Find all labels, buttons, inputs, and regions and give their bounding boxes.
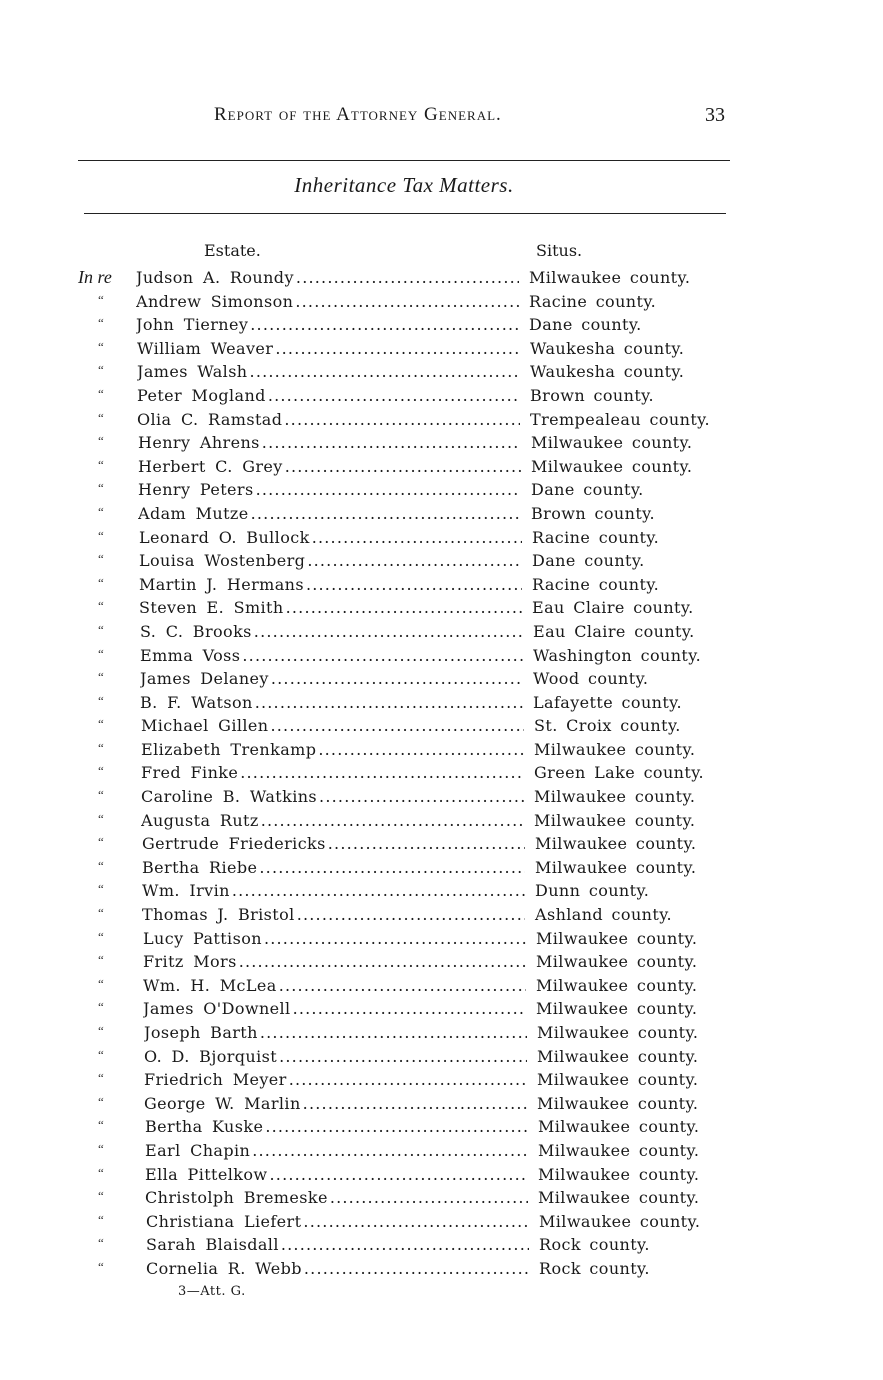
list-item <box>0 974 883 998</box>
ditto-mark: “ <box>98 787 104 803</box>
situs-value: Wood county. <box>533 669 649 689</box>
ditto-mark: “ <box>98 810 104 826</box>
dot-leader <box>330 1188 528 1207</box>
ditto-mark: “ <box>98 1140 104 1156</box>
dot-leader <box>240 763 524 782</box>
estate-leader <box>137 386 520 405</box>
ditto-mark: “ <box>98 315 104 331</box>
estate-leader <box>142 834 525 853</box>
list-item <box>0 856 883 880</box>
estate-leader <box>138 504 521 523</box>
ditto-mark: “ <box>98 905 104 921</box>
estate-leader <box>140 622 523 641</box>
ditto-mark: “ <box>98 503 104 519</box>
dot-leader <box>306 575 522 594</box>
estate-name: Martin J. Hermans <box>139 574 304 594</box>
estate-name: Thomas J. Bristol <box>142 905 295 925</box>
ditto-mark: “ <box>98 1211 104 1227</box>
estate-name: Adam Mutze <box>138 503 249 523</box>
estate-leader <box>137 410 520 429</box>
situs-value: Milwaukee county. <box>535 834 697 854</box>
list-item <box>0 1233 883 1257</box>
estate-name: Andrew Simonson <box>136 291 294 311</box>
situs-value: Rock county. <box>539 1235 650 1255</box>
dot-leader <box>312 528 522 547</box>
dot-leader <box>328 834 525 853</box>
dot-leader <box>295 292 519 311</box>
estate-name: Fritz Mors <box>143 952 237 972</box>
estate-leader <box>144 1070 527 1089</box>
estate-leader <box>138 457 521 476</box>
dot-leader <box>271 669 523 688</box>
ditto-mark: “ <box>98 338 104 354</box>
situs-value: Milwaukee county. <box>538 1188 700 1208</box>
estate-name: James O'Downell <box>143 999 291 1019</box>
list-item <box>0 950 883 974</box>
section-rule <box>84 213 726 214</box>
list-item <box>0 384 883 408</box>
situs-value: Milwaukee county. <box>536 928 698 948</box>
list-item <box>0 337 883 361</box>
ditto-mark: “ <box>98 857 104 873</box>
ditto-mark: “ <box>98 433 104 449</box>
list-item <box>0 927 883 951</box>
estate-leader <box>146 1235 529 1254</box>
estate-name: Bertha Kuske <box>145 1117 264 1137</box>
ditto-mark: “ <box>98 385 104 401</box>
estate-leader <box>141 787 524 806</box>
situs-value: Milwaukee county. <box>535 857 697 877</box>
situs-value: Green Lake county. <box>534 763 705 783</box>
estate-name: John Tierney <box>136 315 249 335</box>
list-item <box>0 620 883 644</box>
dot-leader <box>268 386 520 405</box>
situs-value: Milwaukee county. <box>537 1046 699 1066</box>
list-item <box>0 360 883 384</box>
estate-name: Lucy Pattison <box>143 928 262 948</box>
page-header <box>0 104 883 130</box>
estate-leader <box>139 551 522 570</box>
page-number: 33 <box>705 104 725 126</box>
situs-value: Milwaukee county. <box>531 456 693 476</box>
list-item <box>0 502 883 526</box>
estate-name: S. C. Brooks <box>140 621 252 641</box>
estate-name: Wm. Irvin <box>142 881 230 901</box>
situs-value: Milwaukee county. <box>536 952 698 972</box>
ditto-mark: “ <box>98 456 104 472</box>
estate-leader <box>136 268 519 287</box>
estate-name: Elizabeth Trenkamp <box>141 739 317 759</box>
estate-leader <box>143 999 526 1018</box>
situs-value: Milwaukee county. <box>536 999 698 1019</box>
estate-leader <box>145 1117 528 1136</box>
ditto-mark: “ <box>98 1188 104 1204</box>
estate-leader <box>137 362 520 381</box>
ditto-mark: “ <box>98 1235 104 1251</box>
situs-value: Milwaukee county. <box>537 1023 699 1042</box>
estate-name: James Delaney <box>140 669 269 689</box>
estate-leader <box>140 693 523 712</box>
dot-leader <box>296 268 519 287</box>
situs-value: Ashland county. <box>535 905 672 925</box>
dot-leader <box>232 881 525 900</box>
dot-leader <box>270 716 524 735</box>
situs-value: Milwaukee county. <box>534 739 696 759</box>
estate-leader <box>138 480 521 499</box>
ditto-mark: “ <box>98 291 104 307</box>
ditto-mark: “ <box>98 928 104 944</box>
estate-leader <box>144 1094 527 1113</box>
estate-name: Steven E. Smith <box>139 598 284 618</box>
running-title: Report of the Attorney General. <box>214 104 502 125</box>
estate-leader <box>143 976 526 995</box>
list-item <box>0 1115 883 1139</box>
estate-name: Louisa Wostenberg <box>139 551 306 571</box>
ditto-mark: “ <box>98 480 104 496</box>
dot-leader <box>303 1212 529 1231</box>
list-item <box>0 478 883 502</box>
ditto-mark: “ <box>98 574 104 590</box>
list-item <box>0 1045 883 1069</box>
dot-leader <box>286 598 522 617</box>
list-item <box>0 644 883 668</box>
estate-name: Christolph Bremeske <box>145 1188 328 1208</box>
dot-leader <box>251 504 521 523</box>
ditto-mark: “ <box>98 1070 104 1086</box>
situs-value: Milwaukee county. <box>529 268 691 287</box>
estate-leader <box>140 669 523 688</box>
situs-value: Eau Claire county. <box>533 621 695 641</box>
ditto-mark: “ <box>98 645 104 661</box>
list-item <box>0 1210 883 1234</box>
dot-leader <box>281 1235 529 1254</box>
situs-value: Racine county. <box>532 527 660 547</box>
list-item <box>0 903 883 927</box>
estate-leader <box>141 811 524 830</box>
estate-name: Sarah Blaisdall <box>146 1235 279 1255</box>
estate-name: Herbert C. Grey <box>138 456 283 476</box>
list-item <box>0 290 883 314</box>
situs-value: Racine county. <box>529 291 657 311</box>
estate-leader <box>142 858 525 877</box>
estate-name: Michael Gillen <box>141 716 269 736</box>
estate-name: Friedrich Meyer <box>144 1070 287 1090</box>
estate-name: Emma Voss <box>140 645 241 665</box>
list-item <box>0 879 883 903</box>
list-item <box>0 1257 883 1281</box>
situs-value: Milwaukee county. <box>538 1164 700 1184</box>
situs-value: Milwaukee county. <box>538 1140 700 1160</box>
situs-value: Brown county. <box>531 503 655 523</box>
estate-name: James Walsh <box>137 362 248 382</box>
ditto-mark: “ <box>98 409 104 425</box>
dot-leader <box>318 740 524 759</box>
dot-leader <box>265 1117 528 1136</box>
estate-name: William Weaver <box>137 338 274 358</box>
situs-value: Milwaukee county. <box>537 1093 699 1113</box>
ditto-mark: “ <box>98 763 104 779</box>
dot-leader <box>242 646 523 665</box>
ditto-mark: “ <box>98 834 104 850</box>
list-item <box>0 1092 883 1116</box>
situs-value: Milwaukee county. <box>539 1211 701 1231</box>
list-item <box>0 691 883 715</box>
ditto-mark: “ <box>98 621 104 637</box>
situs-value: Milwaukee county. <box>531 433 693 453</box>
ditto-mark: “ <box>98 975 104 991</box>
section-title: Inheritance Tax Matters. <box>294 173 514 197</box>
header-rule <box>78 160 730 161</box>
estate-name: Olia C. Ramstad <box>137 409 283 429</box>
estate-leader <box>143 929 526 948</box>
situs-value: Washington county. <box>533 645 702 665</box>
dot-leader <box>304 1259 529 1278</box>
ditto-mark: “ <box>98 739 104 755</box>
estate-name: Christiana Liefert <box>146 1211 302 1231</box>
estate-leader <box>145 1165 528 1184</box>
dot-leader <box>284 410 520 429</box>
estate-leader <box>146 1259 529 1278</box>
ditto-mark: “ <box>98 598 104 614</box>
ditto-mark: “ <box>98 669 104 685</box>
dot-leader <box>279 976 526 995</box>
dot-leader <box>255 693 523 712</box>
estate-name: O. D. Bjorquist <box>144 1046 278 1066</box>
estate-name: Fred Finke <box>141 763 239 783</box>
dot-leader <box>250 362 520 381</box>
ditto-mark: “ <box>98 1164 104 1180</box>
situs-value: Waukesha county. <box>530 338 685 358</box>
dot-leader <box>270 1165 529 1184</box>
list-item <box>0 408 883 432</box>
ditto-mark: “ <box>98 952 104 968</box>
dot-leader <box>262 433 521 452</box>
estate-name: B. F. Watson <box>140 692 253 712</box>
ditto-mark: “ <box>98 527 104 543</box>
estate-name: Peter Mogland <box>137 385 266 405</box>
dot-leader <box>307 551 522 570</box>
situs-value: Eau Claire county. <box>532 598 694 618</box>
list-item <box>0 667 883 691</box>
ditto-mark: “ <box>98 716 104 732</box>
estate-leader <box>139 528 522 547</box>
dot-leader <box>293 999 526 1018</box>
signature-mark: 3—Att. G. <box>178 1284 246 1299</box>
estate-leader <box>143 952 526 971</box>
situs-value: Dane county. <box>531 480 644 500</box>
situs-value: Rock county. <box>539 1258 650 1278</box>
dot-leader <box>252 1141 528 1160</box>
estate-name: Wm. H. McLea <box>143 975 277 995</box>
situs-value: Waukesha county. <box>530 362 685 382</box>
list-item <box>0 832 883 856</box>
situs-value: Milwaukee county. <box>534 787 696 807</box>
dot-leader <box>297 905 525 924</box>
situs-value: Milwaukee county. <box>534 810 696 830</box>
list-item <box>0 714 883 738</box>
situs-value: Dane county. <box>529 315 642 335</box>
dot-leader <box>264 929 526 948</box>
estate-leader <box>145 1188 528 1207</box>
dot-leader <box>279 1047 527 1066</box>
estate-leader <box>144 1047 527 1066</box>
ditto-mark: “ <box>98 551 104 567</box>
list-item <box>0 573 883 597</box>
dot-leader <box>260 1023 527 1042</box>
column-header-situs: Situs. <box>536 241 583 260</box>
dot-leader <box>319 787 524 806</box>
list-item <box>0 997 883 1021</box>
estate-leader <box>145 1141 528 1160</box>
dot-leader <box>239 952 526 971</box>
ditto-mark: “ <box>98 692 104 708</box>
estate-leader <box>142 881 525 900</box>
list-item <box>0 526 883 550</box>
list-item <box>0 1021 883 1045</box>
estate-name: Gertrude Friedericks <box>142 834 326 854</box>
estate-leader <box>146 1212 529 1231</box>
dot-leader <box>259 858 525 877</box>
situs-value: Dunn county. <box>535 881 650 901</box>
estate-name: Earl Chapin <box>145 1140 251 1160</box>
estate-name: George W. Marlin <box>144 1093 301 1113</box>
ditto-mark: “ <box>98 1093 104 1109</box>
estate-name: Leonard O. Bullock <box>139 527 310 547</box>
list-item <box>0 761 883 785</box>
estate-list <box>0 266 883 1281</box>
estate-leader <box>144 1023 527 1042</box>
list-item <box>0 1163 883 1187</box>
situs-value: Racine county. <box>532 574 660 594</box>
estate-name: Caroline B. Watkins <box>141 787 318 807</box>
estate-name: Ella Pittelkow <box>145 1164 268 1184</box>
situs-value: Dane county. <box>532 551 645 571</box>
dot-leader <box>275 339 520 358</box>
ditto-mark: “ <box>98 1258 104 1274</box>
ditto-mark: “ <box>98 999 104 1015</box>
dot-leader <box>285 457 521 476</box>
list-item <box>0 431 883 455</box>
situs-value: Milwaukee county. <box>537 1070 699 1090</box>
estate-leader <box>141 716 524 735</box>
estate-name: Bertha Riebe <box>142 857 258 877</box>
situs-value: Brown county. <box>530 385 654 405</box>
list-item <box>0 455 883 479</box>
dot-leader <box>303 1094 527 1113</box>
estate-leader <box>136 292 519 311</box>
list-item <box>0 785 883 809</box>
list-item <box>0 738 883 762</box>
situs-value: Milwaukee county. <box>538 1117 700 1137</box>
estate-leader <box>139 575 522 594</box>
column-header-estate: Estate. <box>204 241 261 260</box>
estate-name: Henry Peters <box>138 480 254 500</box>
ditto-mark: “ <box>98 1117 104 1133</box>
estate-name: Henry Ahrens <box>138 433 260 453</box>
estate-name: Cornelia R. Webb <box>146 1258 302 1278</box>
dot-leader <box>261 811 524 830</box>
estate-leader <box>142 905 525 924</box>
estate-leader <box>141 763 524 782</box>
list-item <box>0 596 883 620</box>
situs-value: St. Croix county. <box>534 716 681 736</box>
dot-leader <box>256 480 521 499</box>
situs-value: Lafayette county. <box>533 692 682 712</box>
estate-leader <box>139 598 522 617</box>
in-re-mark: In re <box>78 267 112 287</box>
estate-leader <box>136 315 519 334</box>
estate-name: Augusta Rutz <box>141 810 259 830</box>
list-item <box>0 313 883 337</box>
estate-leader <box>140 646 523 665</box>
estate-name: Judson A. Roundy <box>136 268 294 287</box>
situs-value: Trempealeau county. <box>530 409 710 429</box>
list-item <box>0 1186 883 1210</box>
situs-value: Milwaukee county. <box>536 975 698 995</box>
list-item <box>0 1068 883 1092</box>
dot-leader <box>250 315 519 334</box>
ditto-mark: “ <box>98 362 104 378</box>
ditto-mark: “ <box>98 1046 104 1062</box>
estate-leader <box>138 433 521 452</box>
list-item <box>0 1139 883 1163</box>
list-item <box>0 549 883 573</box>
dot-leader <box>254 622 523 641</box>
ditto-mark: “ <box>98 1023 104 1038</box>
ditto-mark: “ <box>98 881 104 897</box>
estate-leader <box>137 339 520 358</box>
list-item <box>0 266 883 290</box>
estate-leader <box>141 740 524 759</box>
estate-name: Joseph Barth <box>144 1023 258 1042</box>
list-item <box>0 809 883 833</box>
dot-leader <box>289 1070 527 1089</box>
